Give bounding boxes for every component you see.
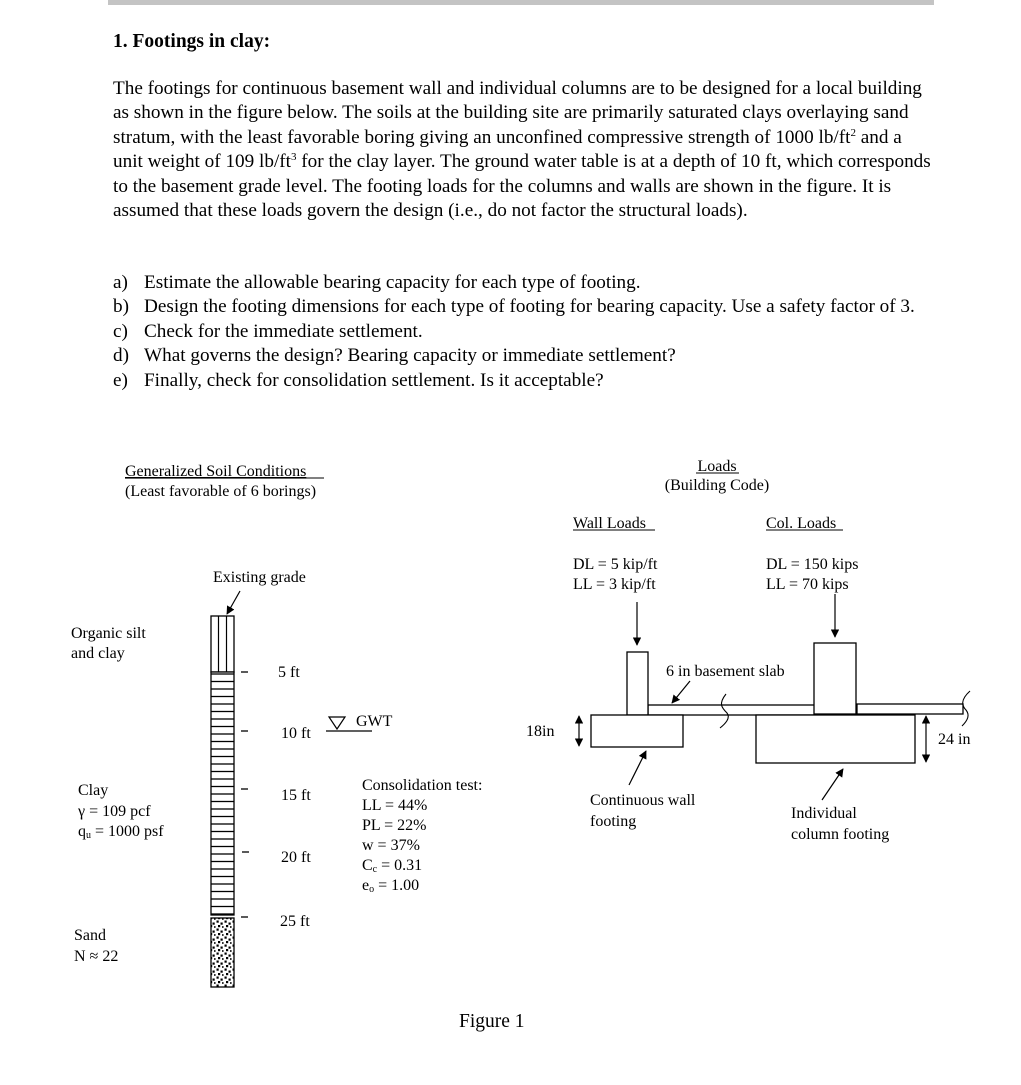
wall-dead-load: DL = 5 kip/ft <box>573 556 658 573</box>
gwt-label: GWT <box>356 713 393 730</box>
wall-footing-thickness: 18in <box>526 723 555 740</box>
wall-loads-title: Wall Loads <box>573 515 646 532</box>
loads-subheading: (Building Code) <box>664 477 770 494</box>
consolidation-test-data <box>362 777 482 895</box>
top-divider <box>108 0 934 5</box>
depth-label: 25 ft <box>280 913 310 930</box>
basement-slab <box>857 704 963 714</box>
column-footing-thickness: 24 in <box>938 731 971 748</box>
task-item: a) Estimate the allowable bearing capacity for each type of footing. <box>113 272 641 293</box>
clay-unit-weight: γ = 109 pcf <box>78 803 151 820</box>
column-footing <box>756 715 915 763</box>
task-item: b) Design the footing dimensions for each type of footing for bearing capacity. Use a safety factor of 3. <box>113 296 915 318</box>
wall-live-load: LL = 3 kip/ft <box>573 576 656 593</box>
svg-text:Cc = 0.31: Cc = 0.31 <box>362 857 423 875</box>
clay-layer-label: Clay <box>78 782 109 799</box>
svg-text:w = 37%: w = 37% <box>362 837 420 854</box>
problem-title: 1. Footings in clay: <box>113 31 271 52</box>
clay-layer-column <box>211 672 234 915</box>
existing-grade-arrow <box>227 591 240 614</box>
existing-grade-label: Existing grade <box>213 569 306 586</box>
depth-ticks <box>241 672 249 917</box>
clay-qu: qu = 1000 psf <box>78 823 164 841</box>
column-dead-load: DL = 150 kips <box>766 556 859 573</box>
basement-wall <box>627 652 648 715</box>
column-loads-title: Col. Loads <box>766 515 837 532</box>
column-live-load: LL = 70 kips <box>766 576 849 593</box>
loads-block <box>573 458 858 645</box>
slab-arrow <box>672 681 690 703</box>
svg-text:LL = 44%: LL = 44% <box>362 797 428 814</box>
basement-slab <box>648 705 815 715</box>
column <box>814 643 856 714</box>
figure-1 <box>0 440 1021 1085</box>
depth-label: 20 ft <box>281 849 311 866</box>
svg-text:PL = 22%: PL = 22% <box>362 817 427 834</box>
depth-label: 10 ft <box>281 725 311 742</box>
svg-text:and clay: and clay <box>71 645 125 662</box>
soil-profile <box>71 463 482 987</box>
svg-text:eo = 1.00: eo = 1.00 <box>362 877 420 895</box>
depth-label: 15 ft <box>281 787 311 804</box>
soil-subheading: (Least favorable of 6 borings) <box>125 483 317 500</box>
column-footing-label: Individual <box>791 805 857 822</box>
task-list <box>113 271 933 393</box>
continuous-wall-footing <box>591 715 683 747</box>
task-item: e) Finally, check for consolidation settlement. Is it acceptable? <box>113 369 604 391</box>
sand-layer-column <box>211 918 234 987</box>
figure-caption: Figure 1 <box>459 1011 525 1032</box>
sand-layer-label: Sand <box>74 927 106 944</box>
task-item: d) What governs the design? Bearing capacity or immediate settlement? <box>113 345 676 367</box>
sand-n-value: N ≈ 22 <box>74 948 119 965</box>
footing-section <box>591 643 970 763</box>
svg-text:Consolidation test:: Consolidation test: <box>362 777 483 794</box>
slab-label: 6 in basement slab <box>666 663 785 680</box>
loads-heading: Loads <box>697 458 737 475</box>
organic-layer-label: Organic silt <box>71 625 146 642</box>
wall-footing-label: Continuous wall <box>590 792 696 809</box>
svg-text:footing: footing <box>590 813 637 830</box>
soil-heading: Generalized Soil Conditions <box>125 463 307 480</box>
task-item: c) Check for the immediate settlement. <box>113 320 423 342</box>
svg-text:column footing: column footing <box>791 826 890 843</box>
organic-layer-column <box>211 616 234 672</box>
column-footing-pointer <box>822 769 843 800</box>
wall-footing-pointer <box>629 751 646 785</box>
problem-statement: The footings for continuous basement wall and individual columns are to be designed for a local building as shown in the figure below. The soils at the building site are primarily saturated clays overlaying sand stratum, with the least favorable boring giving an unconfined compressive strength of 1000 $lb/ft^2$ and a unit weight of 109 $lb/ft^3$ for the clay layer. The ground water table is at a depth of 10 ft, which corresponds to the basement grade level. The footing loads for the columns and walls are shown in the figure. It is assumed that these loads govern the design (i.e., do not factor the structural loads). <box>113 78 931 222</box>
depth-label: 5 ft <box>278 664 300 681</box>
